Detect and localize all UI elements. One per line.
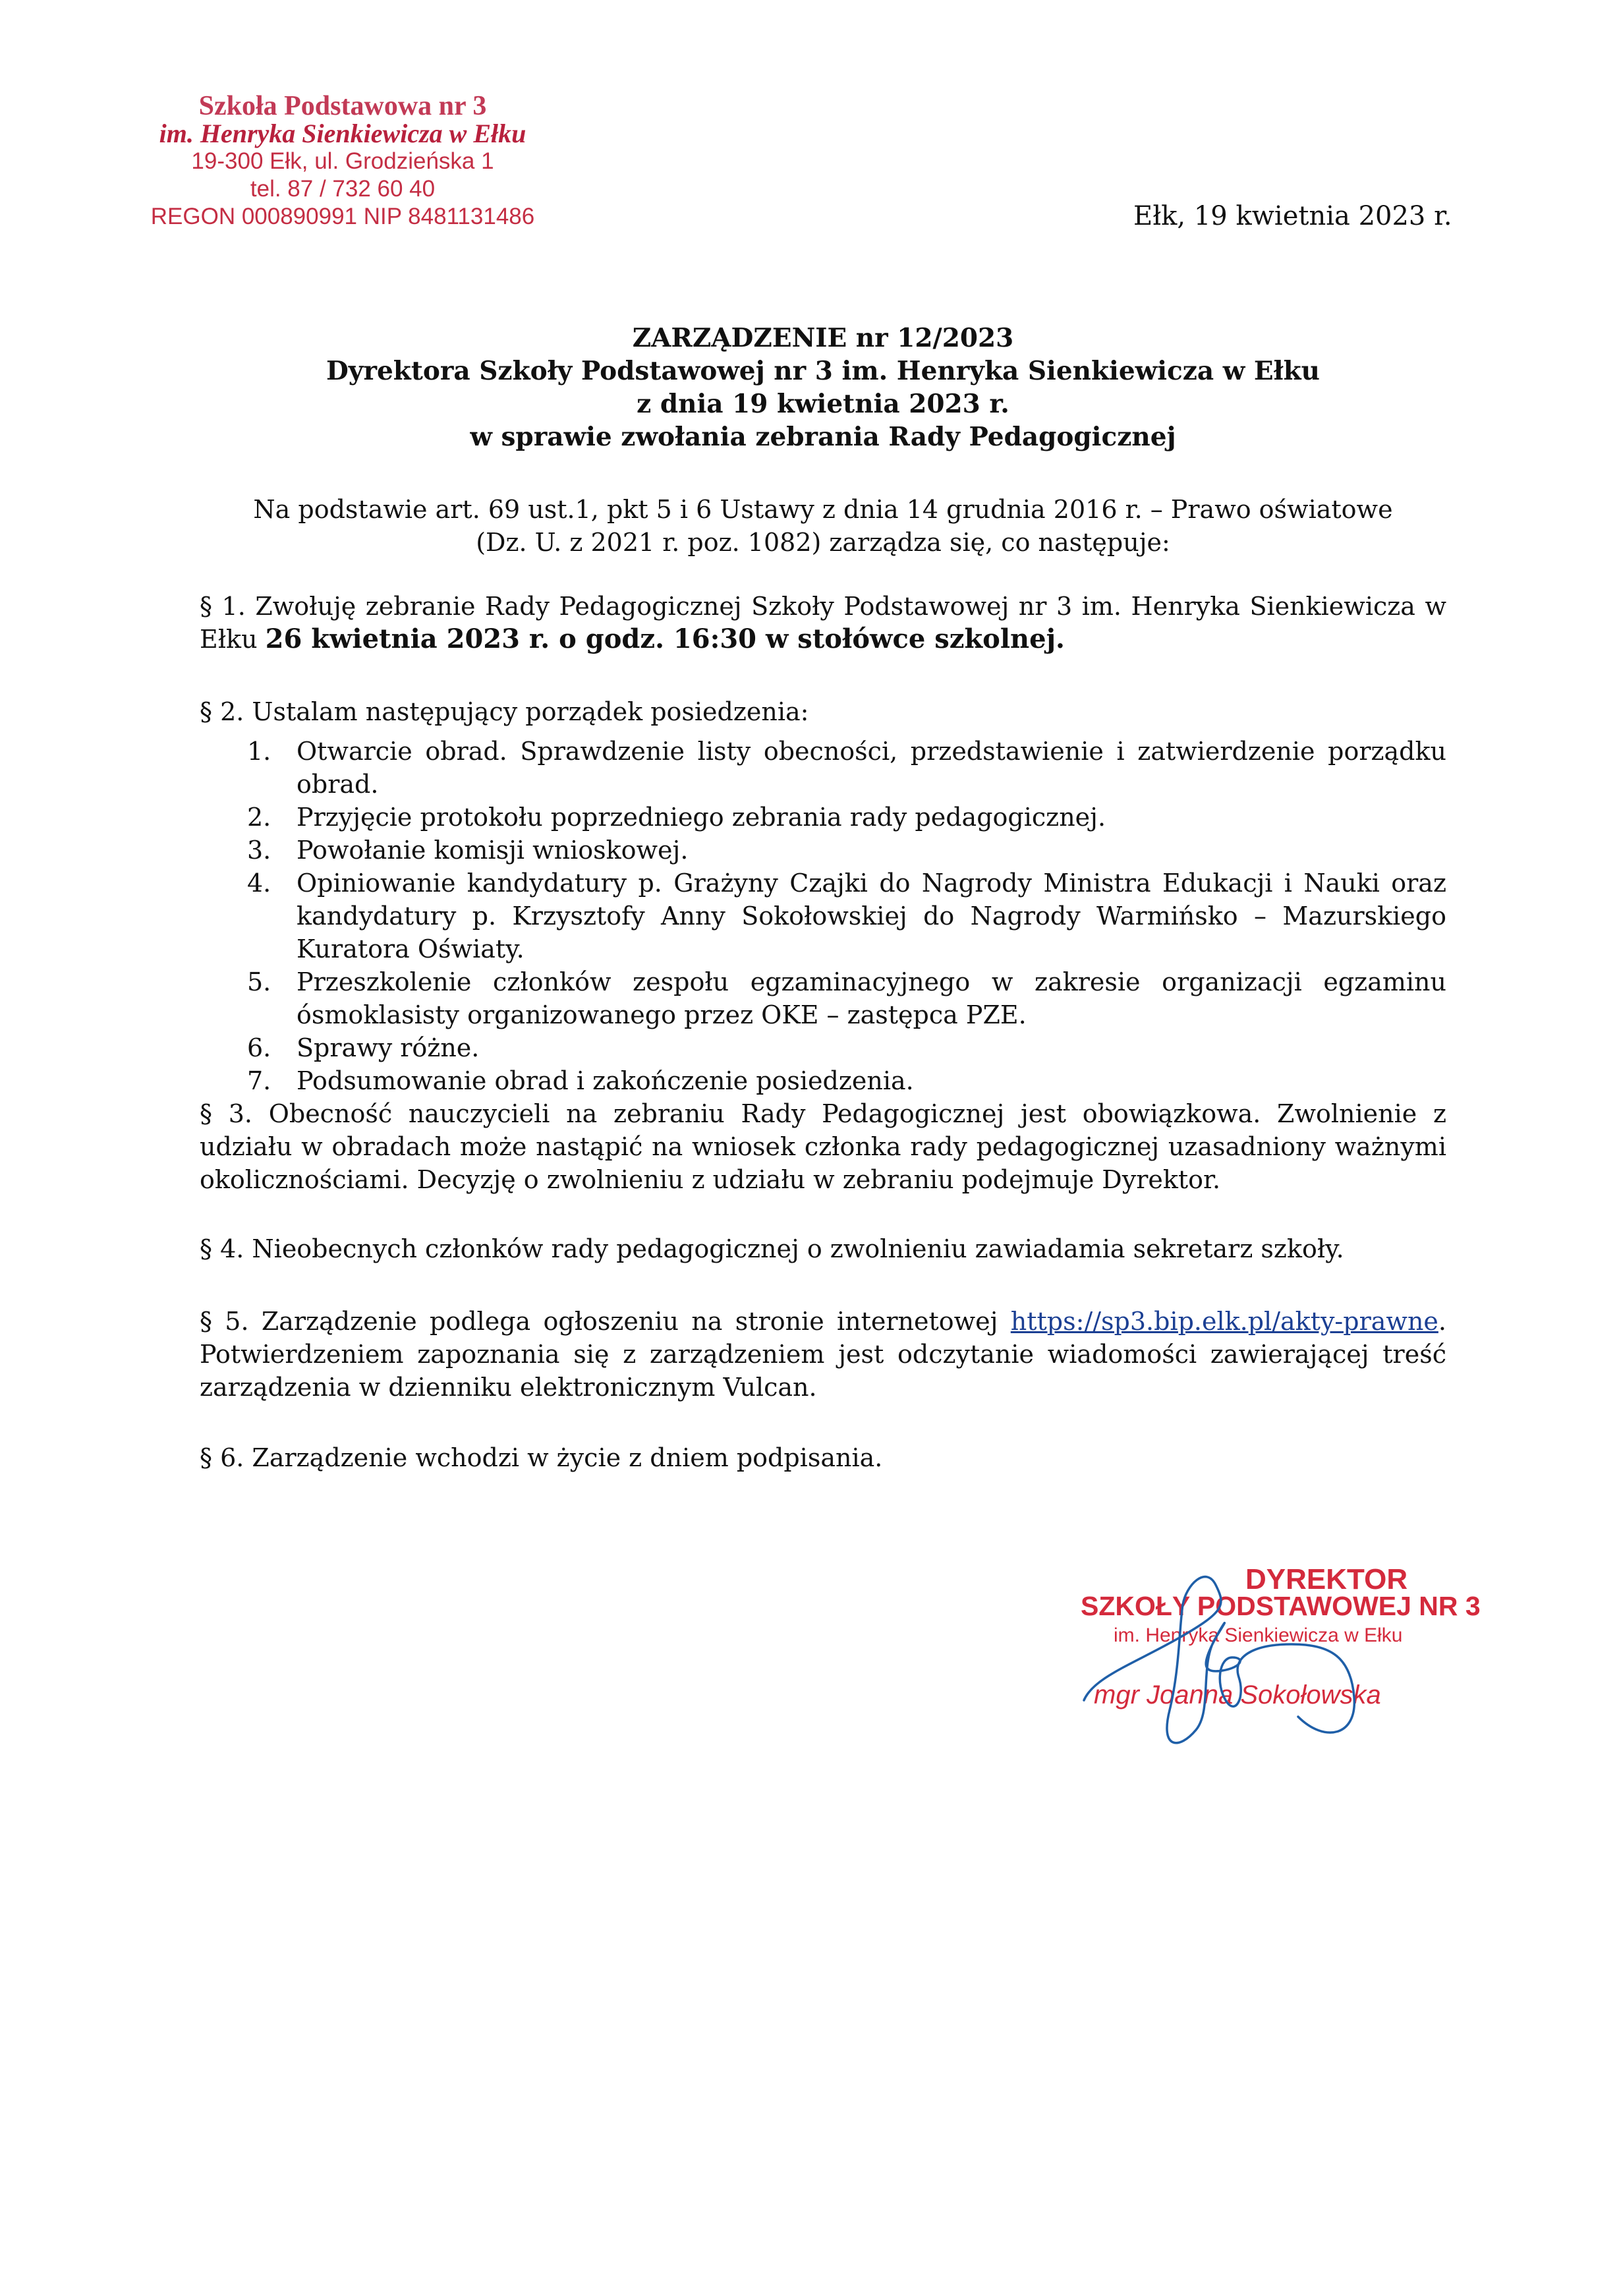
- agenda-item: [200, 965, 1446, 1031]
- agenda-item-number: 6.: [247, 1033, 271, 1062]
- document-title: [200, 322, 1446, 453]
- agenda-item-text: Opiniowanie kandydatury p. Grażyny Czajki do Nagrody Ministra Edukacji i Nauki oraz kandydatury p. Krzysztofy Anny Sokołowskiej do Nagrody Warmińsko – Mazurskiego Kuratora Oświaty.: [297, 869, 1446, 963]
- section-5: [200, 1305, 1446, 1404]
- section-5-text-after: . Potwierdzeniem zapoznania się z zarządzeniem jest odczytanie wiadomości zawierającej treść zarządzenia w dzienniku elektronicznym Vulcan.: [200, 1307, 1446, 1402]
- title-line-subject: w sprawie zwołania zebrania Rady Pedagogicznej: [470, 422, 1176, 452]
- stamp-patron: im. Henryka Sienkiewicza w Ełku: [159, 119, 526, 148]
- agenda-item-number: 1.: [247, 737, 271, 766]
- agenda-item: [200, 834, 1446, 867]
- school-header-stamp: [148, 92, 537, 231]
- agenda-item: [200, 735, 1446, 801]
- section-5-text-before: § 5. Zarządzenie podlega ogłoszeniu na stronie internetowej: [200, 1307, 1011, 1336]
- director-signature-stamp: [1054, 1563, 1481, 1750]
- section-1: [200, 590, 1446, 656]
- agenda-item: [200, 801, 1446, 834]
- agenda-item-text: Przyjęcie protokołu poprzedniego zebrania rady pedagogicznej.: [297, 803, 1106, 832]
- section-4: § 4. Nieobecnych członków rady pedagogicznej o zwolnieniu zawiadamia sekretarz szkoły.: [200, 1234, 1344, 1263]
- place-date: Ełk, 19 kwietnia 2023 r.: [1133, 201, 1452, 231]
- title-line-date: z dnia 19 kwietnia 2023 r.: [637, 389, 1009, 419]
- signature-stamp-patron: im. Henryka Sienkiewicza w Ełku: [1114, 1624, 1403, 1646]
- agenda-item-number: 2.: [247, 803, 271, 832]
- agenda-item-text: Przeszkolenie członków zespołu egzaminacyjnego w zakresie organizacji egzaminu ósmoklasisty organizowanego przez OKE – zastępca PZE.: [297, 967, 1446, 1029]
- agenda-item-number: 3.: [247, 836, 271, 865]
- agenda-item-text: Otwarcie obrad. Sprawdzenie listy obecności, przedstawienie i zatwierdzenie porządku obrad.: [297, 737, 1446, 799]
- signature-stamp-school: SZKOŁY PODSTAWOWEJ NR 3: [1081, 1591, 1481, 1621]
- handwritten-signature-icon: [1054, 1565, 1463, 1750]
- bip-link[interactable]: https://sp3.bip.elk.pl/akty-prawne: [1010, 1307, 1438, 1336]
- stamp-regon-nip: REGON 000890991 NIP 8481131486: [150, 204, 535, 229]
- agenda-item-text: Podsumowanie obrad i zakończenie posiedzenia.: [297, 1066, 914, 1095]
- section-6: § 6. Zarządzenie wchodzi w życie z dniem podpisania.: [200, 1443, 883, 1472]
- agenda-item: [200, 1064, 1446, 1097]
- agenda-item: [200, 867, 1446, 965]
- section-1-text: § 1. Zwołuję zebranie Rady Pedagogicznej Szkoły Podstawowej nr 3 im. Henryka Sienkiewicza w Ełku: [200, 592, 1446, 654]
- signature-stamp-title: DYREKTOR: [1245, 1563, 1408, 1595]
- stamp-address: 19-300 Ełk, ul. Grodzieńska 1: [191, 148, 494, 174]
- signature-stamp-name: mgr Joanna Sokołowska: [1094, 1680, 1381, 1709]
- title-line-order-number: ZARZĄDZENIE nr 12/2023: [632, 323, 1014, 353]
- section-1-meeting-details: 26 kwietnia 2023 r. o godz. 16:30 w stołówce szkolnej.: [265, 623, 1065, 654]
- agenda-item-text: Sprawy różne.: [297, 1033, 480, 1062]
- agenda-item-text: Powołanie komisji wnioskowej.: [297, 836, 689, 865]
- preamble: [200, 493, 1446, 559]
- agenda-item-number: 5.: [247, 967, 271, 996]
- section-2-intro: § 2. Ustalam następujący porządek posiedzenia:: [200, 697, 809, 726]
- agenda-item-number: 4.: [247, 869, 271, 898]
- agenda-list: [200, 735, 1446, 1097]
- stamp-school-name: Szkoła Podstawowa nr 3: [198, 91, 487, 121]
- title-line-issuer: Dyrektora Szkoły Podstawowej nr 3 im. Henryka Sienkiewicza w Ełku: [326, 356, 1321, 386]
- preamble-line-1: Na podstawie art. 69 ust.1, pkt 5 i 6 Ustawy z dnia 14 grudnia 2016 r. – Prawo oświatowe: [253, 495, 1393, 524]
- agenda-item-number: 7.: [247, 1066, 271, 1095]
- agenda-item: [200, 1031, 1446, 1064]
- preamble-line-2: (Dz. U. z 2021 r. poz. 1082) zarządza się, co następuje:: [476, 528, 1170, 557]
- stamp-phone: tel. 87 / 732 60 40: [250, 176, 436, 202]
- section-3: § 3. Obecność nauczycieli na zebraniu Rady Pedagogicznej jest obowiązkowa. Zwolnienie z udziału w obradach może nastąpić na wniosek członka rady pedagogicznej uzasadniony ważnymi okolicznościami. Decyzję o zwolnieniu z udziału w zebraniu podejmuje Dyrektor.: [200, 1099, 1446, 1194]
